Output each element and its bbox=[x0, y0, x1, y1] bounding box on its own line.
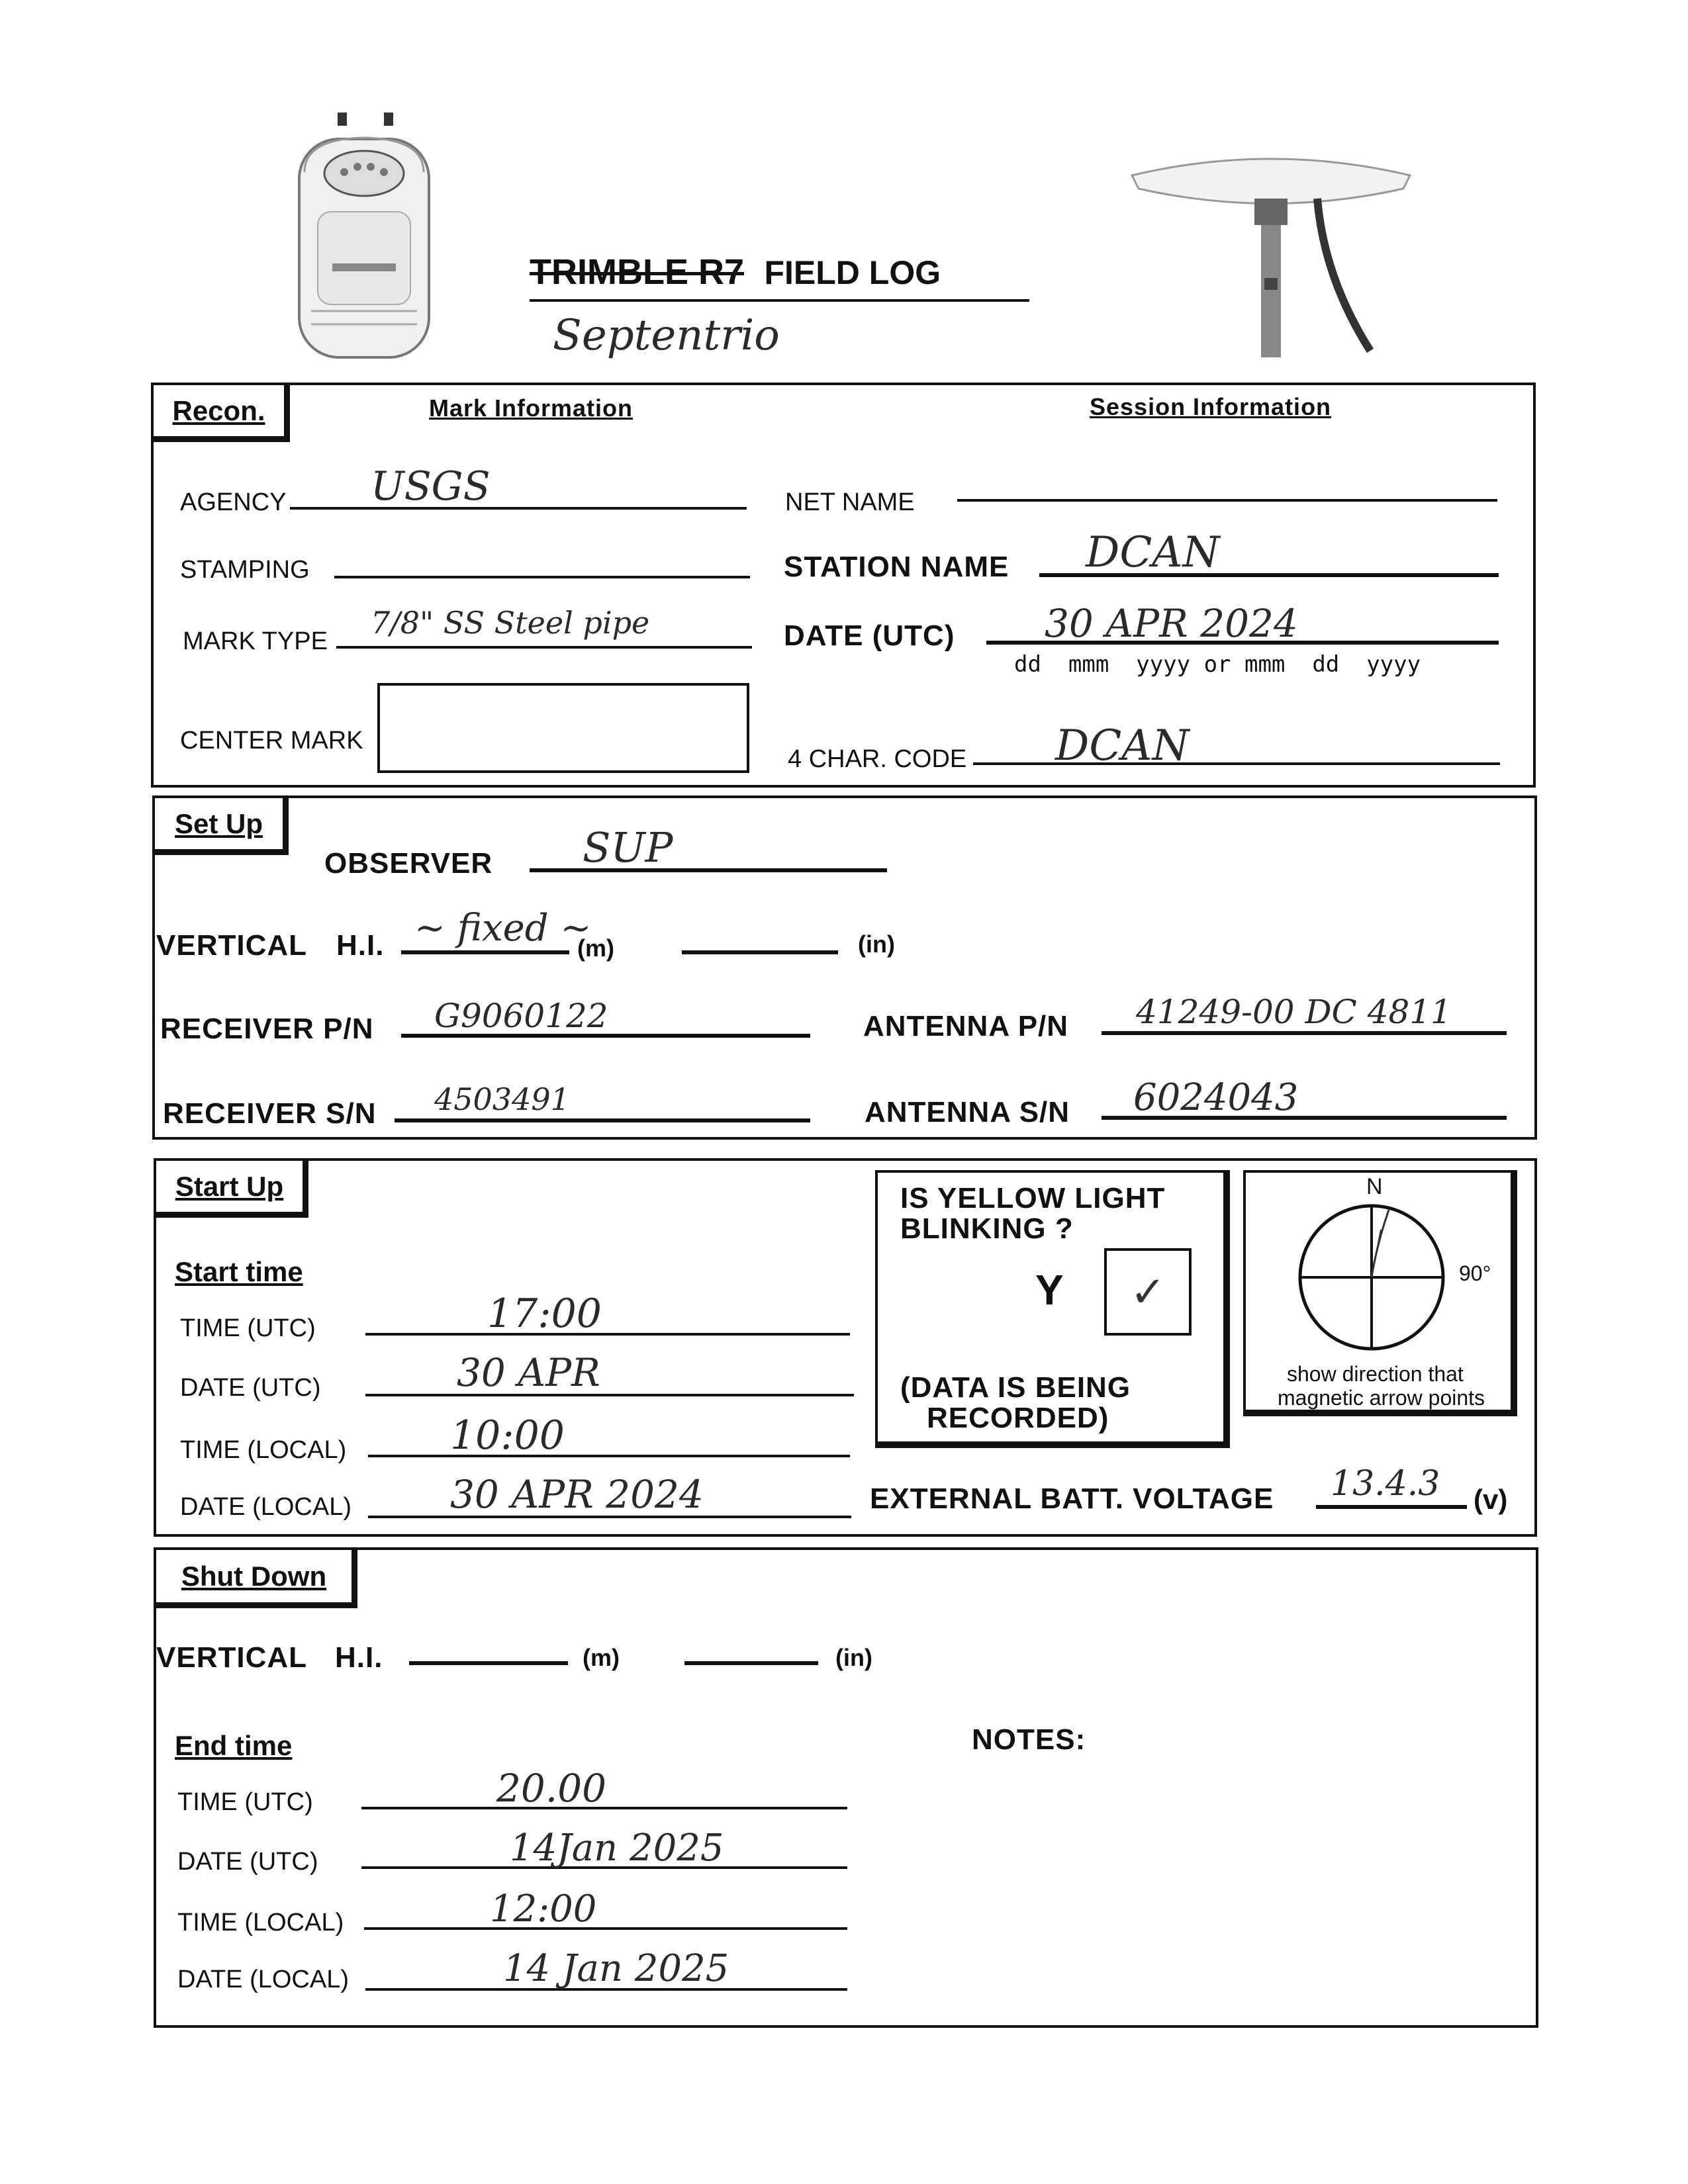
antenna-icon bbox=[1125, 146, 1417, 357]
end-date-local-label: DATE (LOCAL) bbox=[177, 1966, 350, 1993]
receiver-sn-line[interactable] bbox=[395, 1118, 810, 1122]
receiver-icon bbox=[291, 113, 437, 364]
antenna-pn-line[interactable] bbox=[1102, 1031, 1507, 1035]
shutdown-hi-m-line[interactable] bbox=[409, 1661, 568, 1665]
shutdown-tab bbox=[154, 1547, 357, 1608]
start-date-utc-label: DATE (UTC) bbox=[180, 1374, 321, 1402]
compass-caption-2: magnetic arrow points bbox=[1278, 1386, 1485, 1410]
setup-vertical-label: VERTICAL bbox=[156, 929, 307, 962]
shutdown-vertical-label: VERTICAL bbox=[156, 1641, 307, 1674]
end-time-local-label: TIME (LOCAL) bbox=[177, 1909, 344, 1936]
recon-date-utc-value: 30 APR 2024 bbox=[1045, 601, 1298, 646]
mark-type-label: MARK TYPE bbox=[183, 627, 328, 655]
yellow-light-y-label: Y bbox=[1035, 1266, 1064, 1314]
form-title bbox=[530, 251, 1033, 304]
start-time-header: Start time bbox=[175, 1256, 303, 1287]
setup-hi-label: H.I. bbox=[336, 929, 385, 962]
end-time-header: End time bbox=[175, 1730, 293, 1761]
antenna-sn-value: 6024043 bbox=[1133, 1076, 1299, 1119]
start-date-local-label: DATE (LOCAL) bbox=[180, 1493, 352, 1521]
shutdown-section bbox=[154, 1547, 1538, 2028]
receiver-sn-value: 4503491 bbox=[434, 1081, 570, 1117]
setup-hi-value: ~ fixed ~ bbox=[414, 907, 592, 950]
date-format-hint: dd mmm yyyy or mmm dd yyyy bbox=[1014, 651, 1421, 678]
start-date-local-value: 30 APR 2024 bbox=[450, 1472, 704, 1517]
yellow-light-question-2: BLINKING ? bbox=[900, 1212, 1074, 1245]
shutdown-hi-in-line[interactable] bbox=[684, 1661, 818, 1665]
mark-type-value: 7/8" SS Steel pipe bbox=[371, 605, 650, 641]
title-underline bbox=[530, 299, 1029, 302]
start-time-utc-value: 17:00 bbox=[487, 1291, 602, 1337]
start-time-local-line[interactable] bbox=[368, 1455, 850, 1457]
mark-info-header: Mark Information bbox=[429, 394, 633, 422]
center-mark-box[interactable] bbox=[377, 683, 749, 773]
char-code-label: 4 CHAR. CODE bbox=[788, 745, 967, 773]
setup-m-unit: (m) bbox=[577, 934, 614, 962]
shutdown-hi-label: H.I. bbox=[335, 1641, 383, 1674]
agency-line[interactable] bbox=[290, 507, 747, 510]
data-recorded-text-1: (DATA IS BEING bbox=[900, 1371, 1131, 1404]
setup-tab bbox=[152, 796, 289, 855]
station-name-label: STATION NAME bbox=[784, 551, 1009, 583]
end-date-utc-label: DATE (UTC) bbox=[177, 1848, 318, 1876]
shutdown-in-unit: (in) bbox=[835, 1644, 872, 1671]
session-info-header: Session Information bbox=[1090, 393, 1332, 420]
mark-type-line[interactable] bbox=[336, 646, 752, 649]
antenna-sn-label: ANTENNA S/N bbox=[865, 1096, 1070, 1128]
char-code-line[interactable] bbox=[973, 762, 1500, 765]
data-recorded-text-2: RECORDED) bbox=[927, 1402, 1109, 1434]
start-time-utc-line[interactable] bbox=[365, 1333, 850, 1336]
notes-label: NOTES: bbox=[972, 1723, 1086, 1756]
end-date-local-value: 14 Jan 2025 bbox=[503, 1947, 729, 1990]
v-unit: (v) bbox=[1474, 1484, 1508, 1515]
antenna-pn-label: ANTENNA P/N bbox=[863, 1010, 1069, 1042]
compass-icon[interactable] bbox=[1291, 1198, 1463, 1357]
char-code-value: DCAN bbox=[1055, 721, 1190, 770]
ext-batt-line[interactable] bbox=[1316, 1505, 1467, 1509]
yellow-light-checkbox[interactable] bbox=[1104, 1248, 1192, 1336]
observer-label: OBSERVER bbox=[324, 847, 493, 880]
start-date-utc-line[interactable] bbox=[365, 1394, 854, 1396]
compass-caption-1: show direction that bbox=[1287, 1362, 1464, 1386]
net-name-label: NET NAME bbox=[785, 488, 915, 516]
start-time-local-value: 10:00 bbox=[450, 1412, 565, 1459]
check-mark-icon: ✓ bbox=[1130, 1267, 1166, 1316]
start-date-utc-value: 30 APR bbox=[457, 1350, 600, 1395]
end-time-local-value: 12:00 bbox=[490, 1888, 597, 1931]
stamping-line[interactable] bbox=[334, 576, 750, 578]
recon-tab-label: Recon. bbox=[172, 394, 265, 426]
observer-value: SUP bbox=[583, 823, 673, 872]
start-time-local-label: TIME (LOCAL) bbox=[180, 1436, 347, 1464]
receiver-pn-value: G9060122 bbox=[434, 997, 608, 1035]
end-date-utc-value: 14Jan 2025 bbox=[510, 1827, 724, 1870]
recon-date-utc-label: DATE (UTC) bbox=[784, 619, 955, 652]
shutdown-tab-label: Shut Down bbox=[181, 1560, 327, 1592]
setup-tab-label: Set Up bbox=[174, 807, 263, 839]
startup-tab bbox=[154, 1158, 308, 1218]
end-time-utc-value: 20.00 bbox=[496, 1766, 607, 1811]
start-time-utc-label: TIME (UTC) bbox=[180, 1314, 316, 1342]
agency-value: USGS bbox=[371, 463, 491, 510]
shutdown-m-unit: (m) bbox=[583, 1644, 620, 1671]
title-text: FIELD LOG bbox=[764, 254, 941, 291]
receiver-sn-label: RECEIVER S/N bbox=[163, 1097, 377, 1130]
station-name-value: DCAN bbox=[1086, 528, 1220, 577]
recon-tab bbox=[151, 383, 290, 442]
title-handwritten: Septentrio bbox=[553, 311, 780, 360]
end-time-utc-label: TIME (UTC) bbox=[177, 1788, 313, 1816]
setup-hi-in-line[interactable] bbox=[682, 950, 838, 954]
end-time-local-line[interactable] bbox=[364, 1927, 847, 1930]
setup-in-unit: (in) bbox=[858, 931, 895, 958]
center-mark-label: CENTER MARK bbox=[180, 727, 363, 754]
title-struck-text: TRIMBLE R7 bbox=[530, 252, 744, 292]
ext-batt-label: EXTERNAL BATT. VOLTAGE bbox=[870, 1482, 1274, 1515]
net-name-line[interactable] bbox=[957, 499, 1497, 502]
compass-90-label: 90° bbox=[1459, 1261, 1491, 1285]
ext-batt-value: 13.4.3 bbox=[1331, 1464, 1440, 1504]
agency-label: AGENCY bbox=[180, 488, 287, 516]
setup-hi-m-line[interactable] bbox=[401, 950, 569, 954]
antenna-pn-value: 41249-00 DC 4811 bbox=[1136, 993, 1452, 1031]
stamping-label: STAMPING bbox=[180, 556, 310, 584]
receiver-pn-label: RECEIVER P/N bbox=[160, 1013, 374, 1045]
startup-tab-label: Start Up bbox=[175, 1170, 284, 1202]
yellow-light-question-1: IS YELLOW LIGHT bbox=[900, 1182, 1166, 1214]
compass-n-label: N bbox=[1366, 1174, 1383, 1199]
